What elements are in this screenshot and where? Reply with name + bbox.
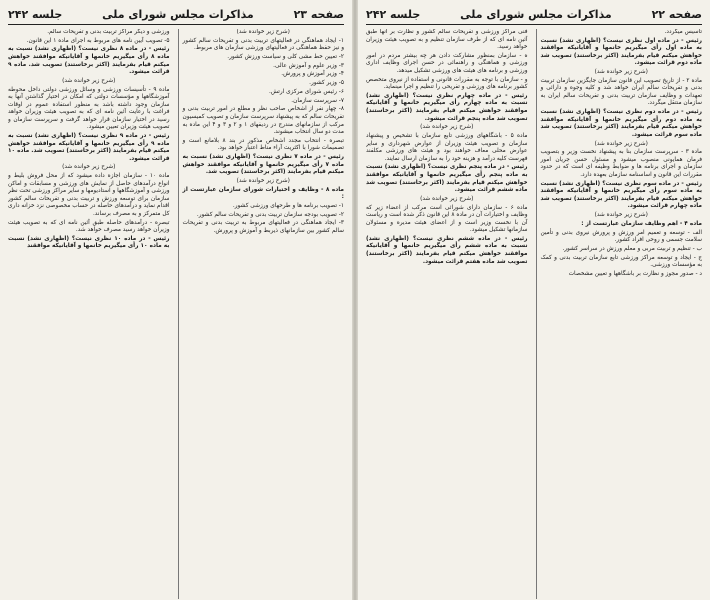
paragraph: تأسیس میگردد. (664, 29, 702, 35)
speaker-paragraph: ماده ۸ - وظایف و اختیارات شورای سازمان عبارتست از : (182, 186, 344, 201)
speaker-paragraph: رئیس - در ماده ۸ نظری نیست؟ (اظهاری نشد) نسبت به ماده ۸ رأی میگیریم خانمها و آقایانیکه موافقند خواهش میکنم قیام بفرمایند (اکثر برخاستند) تصویب شد. ماده ۹ قرائت میشود. (8, 46, 170, 76)
speaker-paragraph: ماده ۴ - اهم وظایف سازمان عبارتست از : (581, 220, 702, 227)
paragraph: ماده ۵ - باشگاههای ورزشی تابع سازمان با تشخیص و پیشنهاد سازمان و تصویب هیئت وزیران از عوارض شهرداری و سایر عوارض محلی معاف خواهند بود و هیئت های ورزشی مکلفند فهرست کلیه درآمد و هزینه خود را به سازمان ارسال نمایند. (366, 133, 528, 162)
speaker-paragraph: رئیس - در ماده اول نظری نیست؟ (اظهاری نشد) نسبت به ماده اول رأی میگیریم خانمها و آقایانیکه موافقند خواهش میکنم قیام بفرمایند (اکثر برخاستند) تصویب شد ماده دوم قرائت میشود. (540, 37, 702, 67)
paragraph: ماده ۹ - تأسیسات ورزشی و وسائل ورزشی دولتی داخل محوطه آموزشگاهها و مؤسسات دولتی که امکان در اختیار گذاشتن آنها به سازمان وجود داشته باشد به منظور استفاده عموم در اوقات فراغت با رعایت آئین نامه ای که به تصویب هیئت وزیران خواهد رسید در اختیار سازمان قرار خواهد گرفت و سرپرست سازمان و تصویب هیئت وزیران تعیین میشود. (8, 86, 170, 131)
paragraph: ۶- رئیس شورای مرکزی ارتش. (269, 88, 344, 95)
paragraph: ه - سازمان بمنظور مشارکت دادن هر چه بیشتر مردم در امور ورزشی و هماهنگی و راهنمائی در حسن اجرای وظایف اداری ورزشی و برنامه های هیئت های ورزشی تشکیل میدهد. (366, 52, 528, 74)
left-page-column-left (8, 29, 170, 599)
speaker-paragraph: رئیس - در ماده سوم نظری نیست؟ (اظهاری نشد) نسبت به ماده سوم رأی میگیریم خانمها و آقایانیکه موافقند خواهش میکنم قیام بفرمایند (اکثر برخاستند) تصویب شد ماده چهارم قرائت میشود. (540, 180, 702, 210)
section-note: (شرح زیر خوانده شد) (236, 177, 290, 184)
paragraph: و - سازمان با توجه به مقررات قانونی و استفاده از نیروی متخصص کشور برنامه های ورزشی و تفریحی را تنظیم و اجرا مینماید. (366, 76, 528, 91)
paragraph: فنی مراکز ورزشی و تفریحات سالم کشور و نظارت بر آنها طبق آئین نامه ای که از طرف سازمان تنظیم و به تصویب هیئت وزیران خواهد رسید. (366, 29, 528, 51)
paragraph: ۲- تصویب بودجه سازمان تربیت بدنی و تفریحات سالم کشور. (196, 211, 344, 218)
left-page-title: مذاکرات مجلس شورای ملی (102, 7, 254, 21)
right-page-title: مذاکرات مجلس شورای ملی (460, 7, 612, 21)
paragraph: ۴- وزیر آموزش و پرورش. (281, 71, 344, 78)
paragraph: ج - ایجاد و توسعه مراکز ورزشی تابع سازمان تربیت بدنی و کمک به مؤسسات ورزشی. (540, 254, 702, 269)
paragraph: ماده ۳ - سرپرست سازمان بنا به پیشنهاد نخست وزیر و بتصویب فرمان همایونی منصوب میشود و مسئول حسن جریان امور سازمان و اجرای برنامه ها و ضوابط وظیفه ای است که در حدود مقررات این قانون و اساسنامه سازمان بعهده دارد. (540, 149, 702, 178)
speaker-paragraph: رئیس - در ماده ۱۰ نظری نیست؟ (اظهاری نشد) نسبت به ماده ۱۰ رأی میگیریم خانمها و آقایانیکه موافقند (8, 235, 170, 250)
paragraph: الف - توسعه و تعمیم امر ورزش و پرورش نیروی بدنی و تأمین سلامت جسمی و روحی افراد کشور. (540, 229, 702, 244)
left-page (0, 0, 352, 600)
paragraph: ۳- ایجاد هماهنگی در فعالیتهای مربوط به تربیت بدنی و تفریحات سالم کشور بین سازمانهای ذیربط و آموزش و پرورش. (182, 220, 344, 234)
section-note: (شرح زیر خوانده شد) (62, 77, 116, 84)
paragraph: ۸- چهار نفر از اشخاص صاحب نظر و مطلع در امور تربیت بدنی و تفریحات سالم که به پیشنهاد سرپرست سازمان و تصویب کمیسیون مرکب از سازمانهای مندرج در ردیفهای ۱ و ۲ و ۳ و ۴ این ماده به مدت دو سال انتخاب میشوند. (182, 106, 344, 136)
speaker-paragraph: رئیس - در ماده پنجم نظری نیست؟ (اظهاری نشد) نسبت به ماده پنجم رأی میگیریم خانمها و آقایانیکه موافقند خواهش میکنم قیام بفرمایند (اکثر برخاستند) تصویب شد ماده ششم قرائت میشود. (366, 164, 528, 194)
right-page-number: صفحه ۲۲ (651, 7, 702, 21)
right-session-number: جلسه ۲۴۲ (366, 7, 421, 21)
paragraph: ورزشی و دیگر مراکز تربیت بدنی و تفریحات سالم. (47, 29, 170, 35)
paragraph: ۵- وزیر کشور. (309, 80, 344, 87)
speaker-paragraph: رئیس - در ماده ۷ نظری نیست؟ (اظهاری نشد) نسبت به ماده ۷ رأی میگیریم خانمها و آقایانیکه موافقند خواهش میکنم قیام بفرمایند (اکثر برخاستند) تصویب شد. (182, 154, 344, 176)
paragraph: تبصره - انتخاب مجدد اشخاص مذکور در بند ۸ بلامانع است و تصمیمات شورا با اکثریت آراء مناط اعتبار خواهد بود. (182, 137, 344, 152)
paragraph: د - صدور مجوز و نظارت بر باشگاهها و تعیین مشخصات (568, 270, 702, 277)
paragraph: ۲- تعیین خط مشی کلی و سیاست ورزش کشور. (227, 54, 344, 61)
paragraph: ماده ۱۰ - سازمان اجازه داده میشود که از محل فروش بلیط و انواع درآمدهای حاصل از نمایش های ورزشی و مسابقات و اماکن ورزشی و آموزشگاهها و استادیومها و سایر مراکز ورزشی تحت نظر سازمان برای توسعه ورزش و تربیت بدنی و تفریحات سالم کشور اقدام نماید و درآمدهای حاصله در حساب مخصوصی نزد خزانه داری کل متمرکز و به مصرف برساند. (8, 173, 170, 217)
paragraph: ۵- تصویب آیین نامه های مربوط به اجرای ماده ۱ این قانون. (26, 37, 170, 44)
speaker-paragraph: رئیس - در ماده چهارم نظری نیست؟ (اظهاری نشد) نسبت به ماده چهارم رأی میگیریم خانمها و آقایانیکه موافقند خواهش میکنم قیام بفرمایند (اکثر برخاستند) تصویب شد ماده پنجم قرائت میشود. (366, 92, 528, 122)
paragraph: ۳- وزیر علوم و آموزش عالی. (273, 62, 344, 69)
speaker-paragraph: رئیس - در ماده دوم نظری نیست؟ (اظهاری نشد) نسبت به ماده دوم رأی میگیریم خانمها و آقایانیکه موافقند خواهش میکنم قیام بفرمایند (اکثر برخاستند) تصویب شد ماده سوم قرائت میشود. (540, 109, 702, 138)
section-note: (شرح زیر خوانده شد) (594, 69, 648, 76)
paragraph: ۱- ایجاد هماهنگی در فعالیتهای تربیت بدنی و تفریحات سالم کشور و نیز حفظ هماهنگی در فعالیتهای ورزشی سازمان های مربوط. (182, 37, 344, 52)
right-page-column-left (366, 29, 528, 599)
section-note: (شرح زیر خوانده شد) (594, 212, 648, 219)
paragraph: ۷- سرپرست سازمان. (291, 97, 344, 104)
speaker-paragraph: رئیس - در ماده ۹ نظری نیست؟ (اظهاری نشد) نسبت به ماده ۹ رأی میگیریم خانمها و آقایانیکه موافقند خواهش میکنم قیام بفرمایند (اکثر برخاستند) تصویب شد. ماده ۱۰ قرائت میشود. (8, 133, 170, 162)
left-page-column-right (178, 29, 345, 599)
speaker-paragraph: رئیس - در ماده ششم نظری نیست؟ (اظهاری نشد) نسبت به ماده ششم رأی میگیریم خانمها و آقایانیکه موافقند خواهش میکنم قیام بفرمایند (اکثر برخاستند) تصویب شد ماده هفتم قرائت میشود. (366, 235, 528, 265)
paragraph: ب - تنظیم و تربیت مربی و معلم ورزش در سراسر کشور. (562, 245, 702, 252)
section-note: (شرح زیر خوانده شد) (420, 195, 474, 202)
left-page-number: صفحه ۲۳ (293, 7, 344, 21)
section-note: (شرح زیر خوانده شد) (236, 29, 290, 35)
right-page (358, 0, 710, 600)
paragraph: ماده ۲ - از تاریخ تصویب این قانون سازمان جایگزین سازمان تربیت بدنی و تفریحات سالم ایران خواهد شد و کلیه وجوه و دارائی و تعهدات و وظایف سازمان تربیت بدنی و تفریحات سالم ایران به سازمان منتقل میگردد. (540, 77, 702, 107)
paragraph: ۱- تصویب برنامه ها و طرحهای ورزشی کشور. (232, 202, 344, 209)
right-page-column-right (536, 29, 703, 599)
section-note: (شرح زیر خوانده شد) (62, 164, 116, 171)
left-session-number: جلسه ۲۴۲ (8, 7, 63, 21)
section-note: (شرح زیر خوانده شد) (594, 140, 648, 147)
paragraph: ماده ۶ - سازمان دارای شورائی است مرکب از اعضاء زیر که وظایف و اختیارات آن در ماده ۸ این قانون ذکر شده است و ریاست آن با نخست وزیر است و از اعضای هیئت مدیره و مسئولان سازمانها تشکیل میشود. (366, 204, 528, 234)
paragraph: تبصره - درآمدهای حاصله طبق آئین نامه ای که به تصویب هیئت وزیران خواهد رسید مصرف خواهد شد. (8, 219, 170, 234)
right-page-header (366, 6, 702, 25)
section-note: (شرح زیر خوانده شد) (420, 124, 474, 131)
left-page-header (8, 6, 344, 25)
